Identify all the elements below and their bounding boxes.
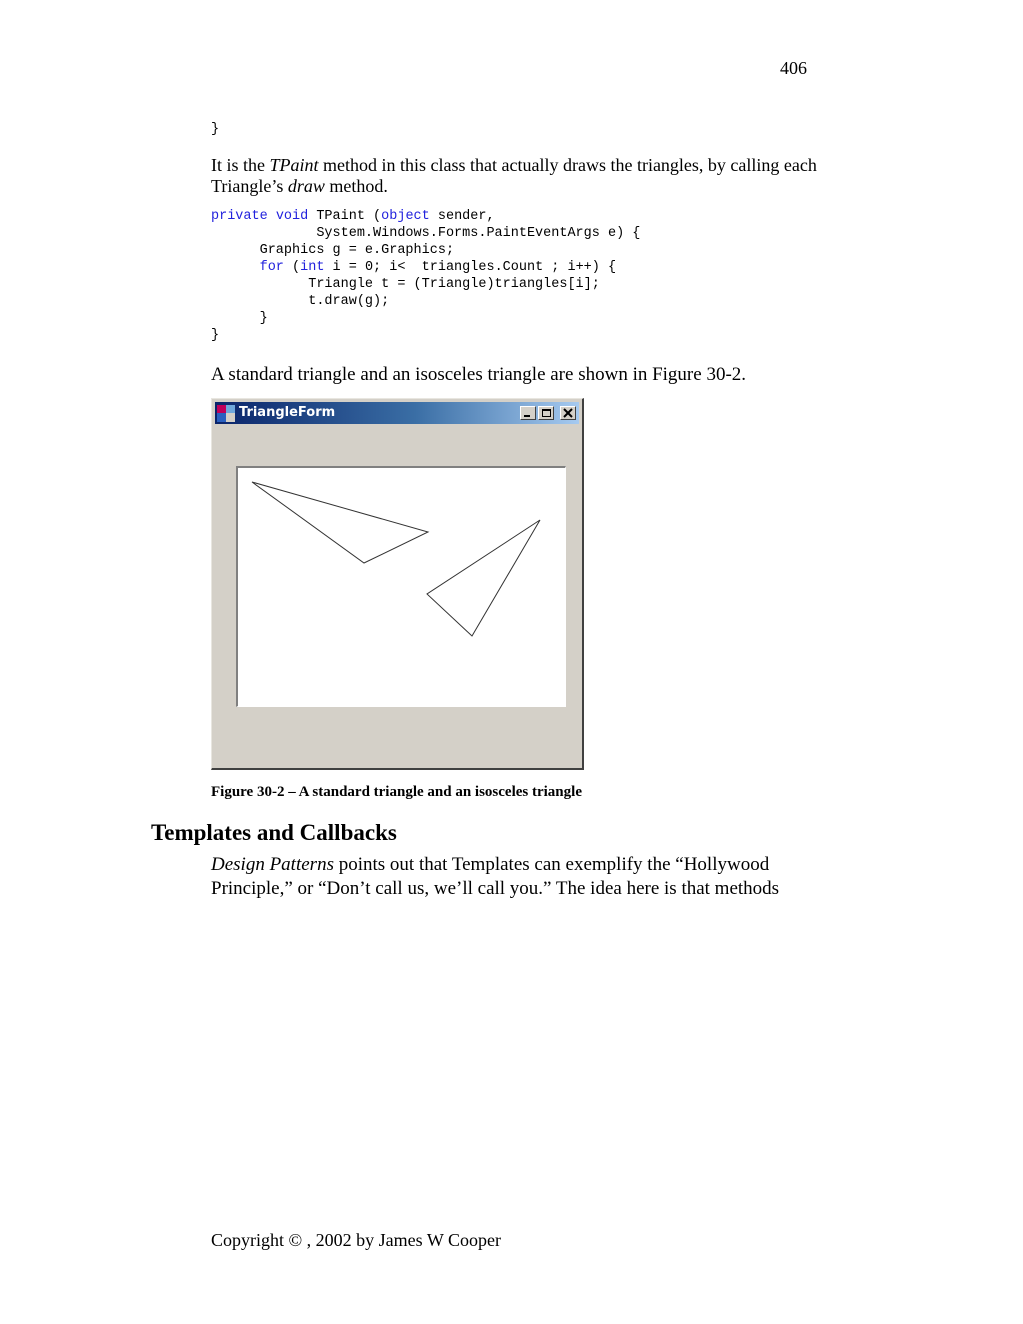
code-keyword: for (259, 260, 284, 275)
para-text: It is the (211, 155, 270, 175)
method-name-tpaint: TPaint (269, 155, 319, 175)
window-title: TriangleForm (239, 405, 336, 420)
window-titlebar[interactable] (215, 402, 579, 424)
code-line: Triangle t = (Triangle)triangles[i]; (211, 277, 600, 292)
code-line: } (211, 311, 268, 326)
code-keyword: void (275, 209, 309, 224)
triangles-drawing (238, 468, 565, 706)
figure-caption: Figure 30-2 – A standard triangle and an isosceles triangle (211, 784, 582, 800)
para-text: method in this class that actually draws the triangles, by calling each Triangle’s (211, 155, 817, 196)
para-text: method. (324, 176, 388, 196)
code-closing-brace: } (211, 122, 220, 137)
code-text: sender, (429, 209, 495, 224)
code-text: ( (283, 260, 301, 275)
drawing-panel (236, 466, 566, 707)
paragraph-figure-intro: A standard triangle and an isosceles triangle are shown in Figure 30-2. (211, 364, 747, 385)
paragraph-hollywood-principle (211, 853, 831, 901)
standard-triangle (252, 482, 428, 563)
code-line (211, 208, 640, 225)
copyright-footer: Copyright © , 2002 by James W Cooper (211, 1230, 501, 1250)
code-line (211, 259, 640, 276)
minimize-button[interactable] (520, 406, 536, 420)
para-text: points out that Templates can exemplify the “Hollywood Principle,” or “Don’t call us, we’ll call you.” The idea here is that methods (211, 854, 780, 899)
code-line: Graphics g = e.Graphics; (211, 243, 455, 258)
maximize-button[interactable] (538, 406, 554, 420)
book-title: Design Patterns (211, 854, 334, 875)
code-keyword: int (300, 260, 325, 275)
code-keyword: object (381, 209, 430, 224)
triangle-form-window (211, 398, 584, 770)
code-line: } (211, 328, 220, 343)
app-icon (217, 405, 235, 422)
maximize-icon (539, 407, 553, 419)
code-line: System.Windows.Forms.PaintEventArgs e) { (211, 226, 641, 241)
paragraph-tpaint (211, 155, 831, 197)
code-text: i = 0; i< triangles.Count ; i++) { (324, 260, 617, 275)
code-keyword: private (211, 209, 268, 224)
isosceles-triangle (427, 520, 540, 636)
close-button[interactable] (560, 406, 576, 420)
code-line: t.draw(g); (211, 294, 390, 309)
minimize-icon (521, 407, 535, 419)
method-name-draw: draw (287, 176, 325, 196)
section-heading: Templates and Callbacks (151, 820, 397, 845)
code-listing (211, 208, 640, 344)
close-icon (561, 407, 575, 419)
code-text: TPaint ( (308, 209, 382, 224)
page-number: 406 (780, 58, 807, 78)
